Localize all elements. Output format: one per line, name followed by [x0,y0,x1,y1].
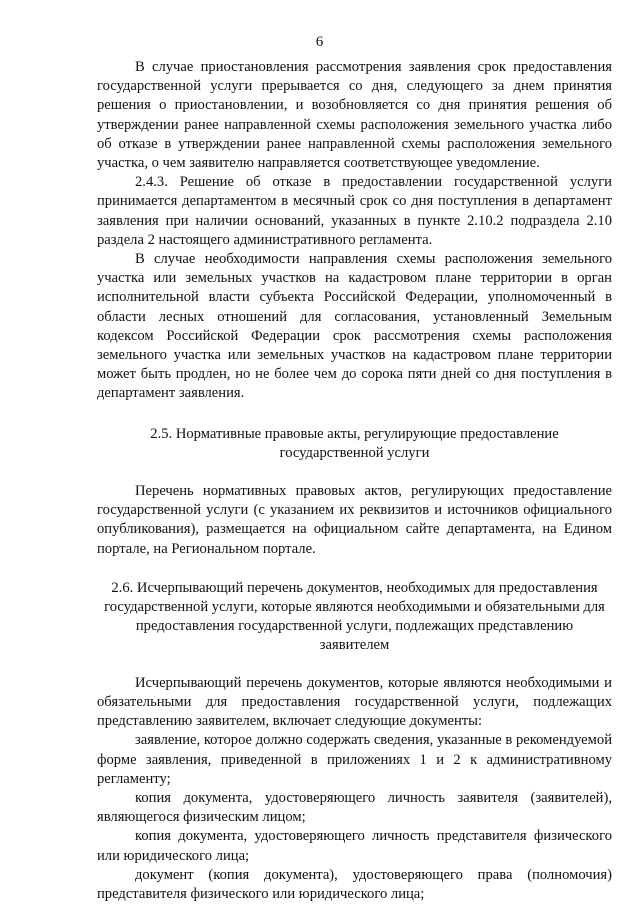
paragraph-2-4-3: 2.4.3. Решение об отказе в предоставлении государственной услуги принимается департаментом в месячный срок со дня поступления в департамент заявления при наличии оснований, указанных в пункте 2.10.2 подраздела 2.10 раздела 2 настоящего административного регламента. [97,174,612,248]
paragraph-forest-approval: В случае необходимости направления схемы расположения земельного участка или земельных участков на кадастровом плане территории в орган исполнительной власти субъекта Российской Федерации, уполномоченный в области лесных отношений для согласования, установленный Земельным кодексом Российской Федерации срок рассмотрения схемы расположения земельного участка или земельных участков на кадастровом плане территории может быть продлен, но не более чем до сорока пяти дней со дня поступления в департамент заявления. [97,251,612,402]
list-item-representative-id: копия документа, удостоверяющего личность представителя физического или юридического лица; [97,828,612,864]
paragraph-legal-acts: Перечень нормативных правовых актов, регулирующих предоставление государственной услуги (с указанием их реквизитов и источников официального опубликования), размещается на официальном сайте департамента, на Едином портале, на Региональном портале. [97,483,612,557]
list-item-applicant-id: копия документа, удостоверяющего личность заявителя (заявителей), являющегося физическим лицом; [97,789,612,826]
document-body [97,58,612,904]
list-item-authority-document: документ (копия документа), удостоверяющего права (полномочия) представителя физического или юридического лица; [97,866,612,902]
page-number: 6 [315,34,324,50]
section-heading-2-5: 2.5. Нормативные правовые акты, регулирующие предоставление государственной услуги [150,425,559,461]
paragraph-suspension: В случае приостановления рассмотрения заявления срок предоставления государственной услуги прерывается со дня, следующего за днем принятия решения о приостановлении, и возобновляется со дня принятия решения об утверждении ранее направленной схемы расположения земельного участка либо об отказе в утверждении ранее направленной схемы расположения земельного участка, о чем заявителю направляется соответствующее уведомление. [97,59,612,172]
list-item-application: заявление, которое должно содержать сведения, указанные в рекомендуемой форме заявления, приведенной в приложениях 1 и 2 к административному регламенту; [97,732,612,787]
paragraph-document-list-intro: Исчерпывающий перечень документов, которые являются необходимыми и обязательными для предоставления государственной услуги, подлежащих представлению заявителем, включает следующие документы: [97,674,612,730]
section-heading-2-6: 2.6. Исчерпывающий перечень документов, необходимых для предоставления государственной услуги, которые являются необходимыми и обязательными для предоставления государственной услуги, подлежащих представлению заявителем [104,579,605,654]
